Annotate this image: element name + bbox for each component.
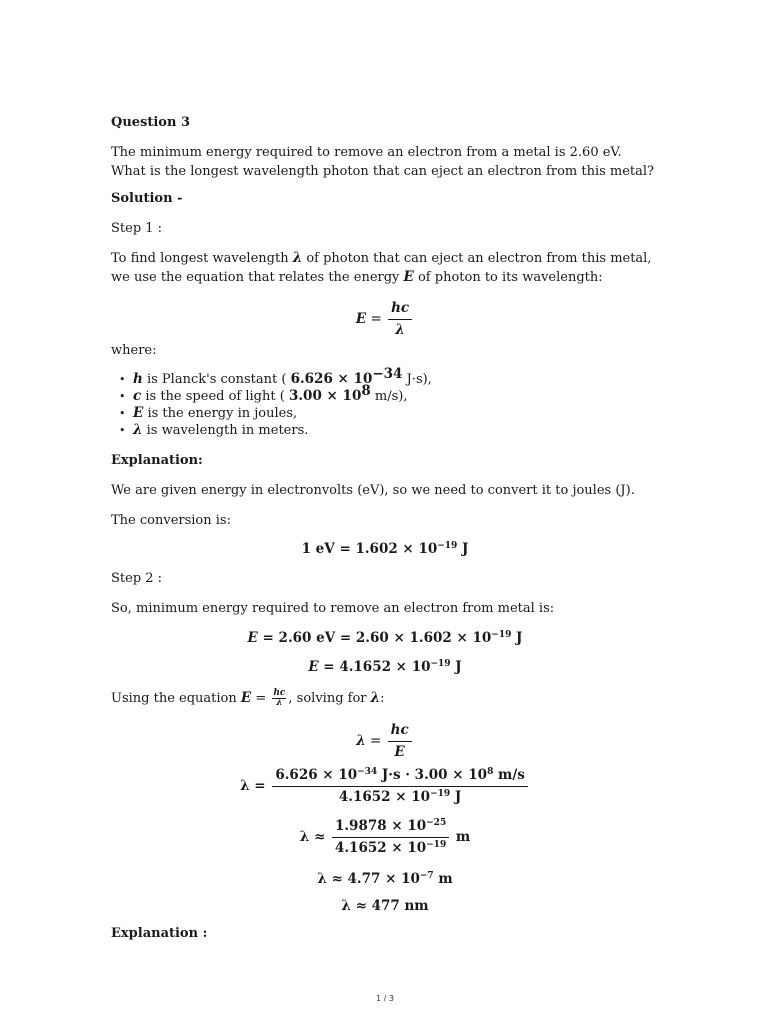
conversion-label: The conversion is: bbox=[111, 513, 231, 528]
list-item: • c is the speed of light ( $3.00 \times 10^8$ m/s), bbox=[119, 383, 408, 404]
document-page bbox=[111, 0, 659, 1024]
step2-label: Step 2 : bbox=[111, 571, 163, 586]
equation-energy-2: $E = 4.1652 \times 10^{-19}$ J bbox=[308, 659, 462, 675]
equation-lambda-approx-1: λ ≈ $\frac{1.9878 \times 10^{-25}}{4.1652 \times 10^{-19}}$ m bbox=[299, 818, 471, 856]
explanation2-label: Explanation : bbox=[111, 926, 208, 941]
step2-text: So, minimum energy required to remove an electron from metal is: bbox=[111, 601, 555, 616]
variable-list bbox=[111, 366, 681, 439]
equation-lambda-approx-3: λ ≈ 477 nm bbox=[341, 898, 429, 914]
page-number: 1 / 3 bbox=[376, 994, 394, 1003]
list-item: • E is the energy in joules, bbox=[119, 405, 298, 421]
equation-energy-1: E = 2.60 eV = $2.60 \times 1.602 \times 10^{-19}$ J bbox=[247, 630, 523, 646]
equation-lambda-substituted: λ = $\frac{6.626 \times 10^{-34} J\cdot s \cdot 3.00 \times 10^8 m/s}{4.1652 \times 10^{-19} J}$ bbox=[111, 767, 659, 806]
lambda-symbol: λ bbox=[292, 250, 303, 266]
where-label: where: bbox=[111, 343, 157, 358]
step1-paragraph: To find longest wavelength λ of photon that can eject an electron from this metal, we use the equation that relates the energy E of photon to its wavelength: bbox=[111, 250, 652, 285]
equation-lambda-hc-e: λ = $\frac{hc}{E}$ bbox=[111, 722, 659, 761]
explanation1-label: Explanation: bbox=[111, 453, 203, 468]
equation-lambda-approx-2: $\lambda \approx 4.77 \times 10^{-7}$ m bbox=[317, 871, 453, 887]
solution-label: Solution - bbox=[111, 191, 183, 206]
energy-symbol: E bbox=[403, 269, 414, 285]
equation-conversion: 1 eV = $1.602 \times 10^{-19}$ J bbox=[301, 541, 469, 557]
step1-label: Step 1 : bbox=[111, 221, 163, 236]
list-item: • h is Planck's constant ( $6.626 \times 10^{-34}$ J·s), bbox=[119, 366, 432, 387]
explanation1-text: We are given energy in electronvolts (eV), so we need to convert it to joules (J). bbox=[111, 483, 635, 498]
question-text: The minimum energy required to remove an electron from a metal is 2.60 eV. What is the longest wavelength photon that can eject an electron from this metal? bbox=[111, 145, 655, 179]
list-item: • λ is wavelength in meters. bbox=[119, 422, 309, 438]
question-title: Question 3 bbox=[111, 115, 191, 130]
equation-e-hc-lambda: E = $\frac{hc}{\lambda}$ bbox=[111, 300, 659, 339]
using-equation-line: Using the equation E = $\frac{hc}{\lambda}$ , solving for λ: bbox=[111, 688, 385, 708]
